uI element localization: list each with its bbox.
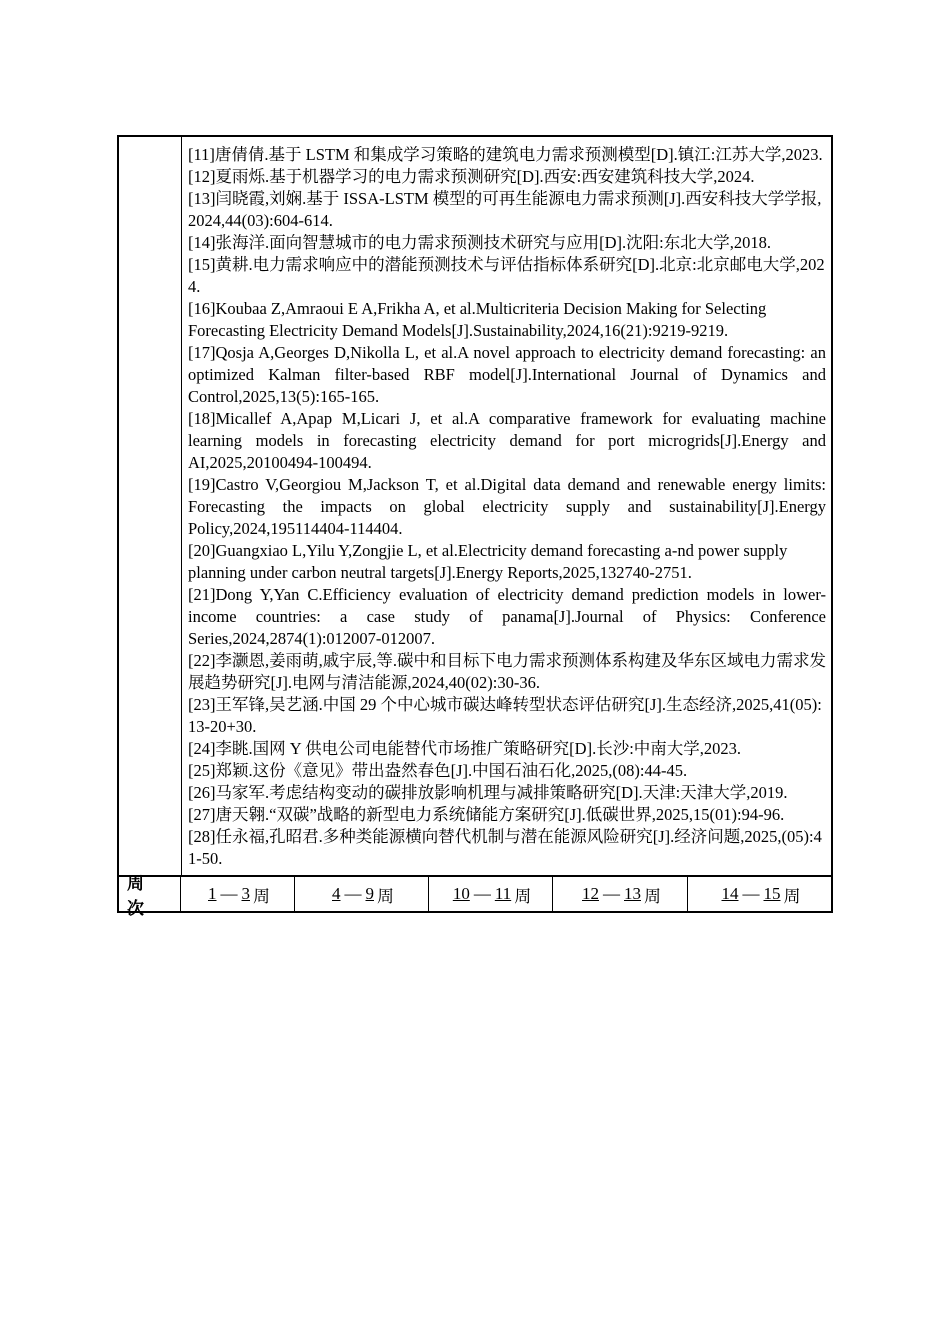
week-range-cell <box>429 877 553 911</box>
week-unit: 周 <box>514 886 532 906</box>
reference-item: [14]张海洋.面向智慧城市的电力需求预测技术研究与应用[D].沈阳:东北大学,2018. <box>188 233 771 252</box>
week-from: 14 <box>721 884 739 903</box>
reference-item: [25]郑颖.这份《意见》带出盎然春色[J].中国石油石化,2025,(08):44-45. <box>188 761 688 780</box>
week-to: 11 <box>494 884 512 903</box>
references-row <box>119 137 831 877</box>
week-from: 10 <box>452 884 470 903</box>
weeks-label: 周 次 <box>119 877 181 911</box>
reference-item: [11]唐倩倩.基于 LSTM 和集成学习策略的建筑电力需求预测模型[D].镇江:江苏大学,2023. <box>188 145 823 164</box>
week-sep: — <box>742 884 760 903</box>
row-label-cell <box>119 137 182 875</box>
week-unit: 周 <box>783 886 801 906</box>
reference-item: [23]王军锋,吴艺涵.中国 29 个中心城市碳达峰转型状态评估研究[J].生态经济,2025,41(05):13-20+30. <box>188 695 822 736</box>
reference-item: [28]任永福,孔昭君.多种类能源横向替代机制与潜在能源风险研究[J].经济问题,2025,(05):41-50. <box>188 827 822 868</box>
week-to: 9 <box>365 884 374 903</box>
week-sep: — <box>220 884 238 903</box>
reference-item: [17]Qosja A,Georges D,Nikolla L, et al.A novel approach to electricity demand forecasting: an optimized Kalman filter-based RBF model[J].International Journal of Dynamics and Control,2025,13(5):165-165. <box>188 343 826 406</box>
references-cell <box>182 137 831 875</box>
week-sep: — <box>603 884 620 903</box>
week-sep: — <box>473 884 491 903</box>
reference-item: [15]黄耕.电力需求响应中的潜能预测技术与评估指标体系研究[D].北京:北京邮电大学,2024. <box>188 255 825 296</box>
reference-item: [21]Dong Y,Yan C.Efficiency evaluation of electricity demand prediction models in lower-income countries: a case study of panama[J].Journal of Physics: Conference Series,2024,2874(1):012007-012007. <box>188 585 826 648</box>
schedule-table <box>117 135 833 918</box>
week-to: 3 <box>241 884 250 903</box>
weeks-row <box>119 874 831 918</box>
reference-item: [19]Castro V,Georgiou M,Jackson T, et al.Digital data demand and renewable energy limits: Forecasting the impacts on global electricity supply and sustainability[J].Energy Policy,2024,195114404-114404. <box>188 475 826 538</box>
reference-item: [24]李眺.国网 Y 供电公司电能替代市场推广策略研究[D].长沙:中南大学,2023. <box>188 739 742 758</box>
reference-item: [20]Guangxiao L,Yilu Y,Zongjie L, et al.Electricity demand forecasting a-nd power supply planning under carbon neutral targets[J].Energy Reports,2025,132740-2751. <box>188 541 788 582</box>
week-unit: 周 <box>377 886 394 906</box>
reference-item: [26]马家军.考虑结构变动的碳排放影响机理与减排策略研究[D].天津:天津大学,2019. <box>188 783 788 802</box>
week-range-cell <box>295 877 429 911</box>
reference-item: [16]Koubaa Z,Amraoui E A,Frikha A, et al.Multicriteria Decision Making for Selecting Forecasting Electricity Demand Models[J].Sustainability,2024,16(21):9219-9219. <box>188 299 767 340</box>
week-unit: 周 <box>253 886 270 906</box>
week-from: 12 <box>582 884 599 903</box>
week-range-cell <box>688 877 831 911</box>
week-sep: — <box>344 884 362 903</box>
reference-item: [13]闫晓霞,刘娴.基于 ISSA-LSTM 模型的可再生能源电力需求预测[J].西安科技大学学报,2024,44(03):604-614. <box>188 189 822 230</box>
reference-item: [18]Micallef A,Apap M,Licari J, et al.A comparative framework for evaluating machine learning models in forecasting electricity demand for port microgrids[J].Energy and AI,2025,20100494-100494. <box>188 409 826 472</box>
reference-item: [12]夏雨烁.基于机器学习的电力需求预测研究[D].西安:西安建筑科技大学,2024. <box>188 167 755 186</box>
week-unit: 周 <box>644 886 661 906</box>
week-from: 4 <box>332 884 341 903</box>
week-to: 13 <box>624 884 641 903</box>
reference-item: [22]李灏恩,姜雨萌,戚宇辰,等.碳中和目标下电力需求预测体系构建及华东区域电力需求发展趋势研究[J].电网与清洁能源,2024,40(02):30-36. <box>188 651 826 692</box>
week-range-cell <box>553 877 688 911</box>
week-to: 15 <box>763 884 781 903</box>
week-from: 1 <box>208 884 217 903</box>
reference-item: [27]唐天翱.“双碳”战略的新型电力系统储能方案研究[J].低碳世界,2025,15(01):94-96. <box>188 805 785 824</box>
week-range-cell <box>181 877 295 911</box>
